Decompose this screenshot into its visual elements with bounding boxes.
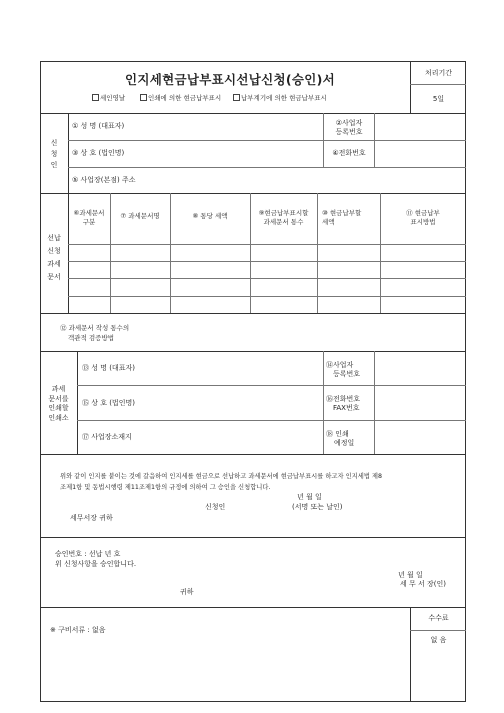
- applicant-name-label: ① 성 명 (대표자): [72, 122, 125, 130]
- col-copies: ⑨현금납부표시할 과세문서 통수: [258, 209, 309, 226]
- col-document-type: ⑥과세문서 구분: [73, 209, 105, 226]
- printer-phone-fax-label: ⑯전화번호 FAX번호: [326, 395, 361, 412]
- processing-period-value: 5일: [432, 95, 445, 103]
- approval-office: 세 무 서 장(인): [400, 580, 446, 588]
- option-print[interactable]: 인쇄에 의한 현금납부표시: [140, 94, 221, 102]
- form-border: [40, 61, 466, 702]
- applicant-biz-no-label: ②사업자 등록번호: [335, 119, 363, 136]
- applicant-phone-label: ④전화번호: [332, 149, 366, 157]
- prepay-section-label: 선납 신청 과세 문서: [47, 234, 61, 281]
- approval-number: 승인번호 : 선납 년 호: [55, 550, 121, 558]
- fee-label: 수수료: [428, 614, 449, 622]
- declaration-date: 년 월 일: [297, 493, 322, 501]
- verification-note: ⑫ 과세문서 작성 통수의 객관적 검증방법: [60, 324, 130, 342]
- col-document-name: ⑦ 과세문서명: [120, 212, 160, 220]
- declaration-applicant-label: 신청인: [205, 503, 226, 511]
- applicant-address-label: ⑤ 사업장(본점) 주소: [72, 176, 136, 184]
- fee-value: 없 음: [430, 636, 447, 644]
- attachments-note: ※ 구비서류 : 없음: [50, 626, 106, 634]
- declaration-line-1: 위와 같이 인지를 붙이는 것에 갈음하여 인지세를 현금으로 선납하고 과세문서에 현금납부표시를 하고자 인지세법 제8: [60, 473, 383, 480]
- form-title: 인지세현금납부표시선납신청(승인)서: [124, 72, 336, 87]
- col-cash-tax: ⑩ 현금납부할 세액: [322, 209, 362, 226]
- print-date-label: ⑱ 인쇄 예정일: [326, 430, 355, 447]
- declaration-addressee: 세무서장 귀하: [70, 514, 113, 522]
- option-meter[interactable]: 납부계기에 의한 현금납부표시: [233, 94, 327, 102]
- col-tax-per-copy: ⑧ 통당 세액: [192, 212, 228, 220]
- processing-period-label: 처리기간: [424, 69, 453, 77]
- printer-company-label: ⑮ 상 호 (법인명): [82, 399, 135, 407]
- col-display-method: ⑪ 현금납부 표시방법: [406, 209, 440, 226]
- approval-addressee: 귀하: [180, 588, 194, 596]
- applicant-company-label: ③ 상 호 (법인명): [72, 149, 125, 157]
- approval-date: 년 월 일: [398, 571, 423, 579]
- printer-section-label: 과세 문서를 인쇄할 인쇄소: [48, 385, 69, 422]
- approval-statement: 위 신청사항을 승인합니다.: [55, 560, 137, 568]
- checkbox-icon: [140, 94, 147, 101]
- printer-address-label: ⑰ 사업장소재지: [82, 433, 132, 441]
- checkbox-icon: [92, 94, 99, 101]
- checkbox-icon: [233, 94, 240, 101]
- declaration-line-2: 조제1항 및 동법시행령 제11조제1항의 규정에 의하여 그 승인을 신청합니다.: [60, 484, 271, 491]
- declaration-signature-label: (서명 또는 날인): [292, 503, 343, 511]
- option-self-stamp[interactable]: 세인영날: [92, 94, 125, 102]
- applicant-section-label: 신 청 인: [50, 139, 58, 169]
- printer-biz-no-label: ⑭사업자 등록번호: [326, 361, 361, 378]
- printer-name-label: ⑬ 성 명 (대표자): [82, 364, 135, 372]
